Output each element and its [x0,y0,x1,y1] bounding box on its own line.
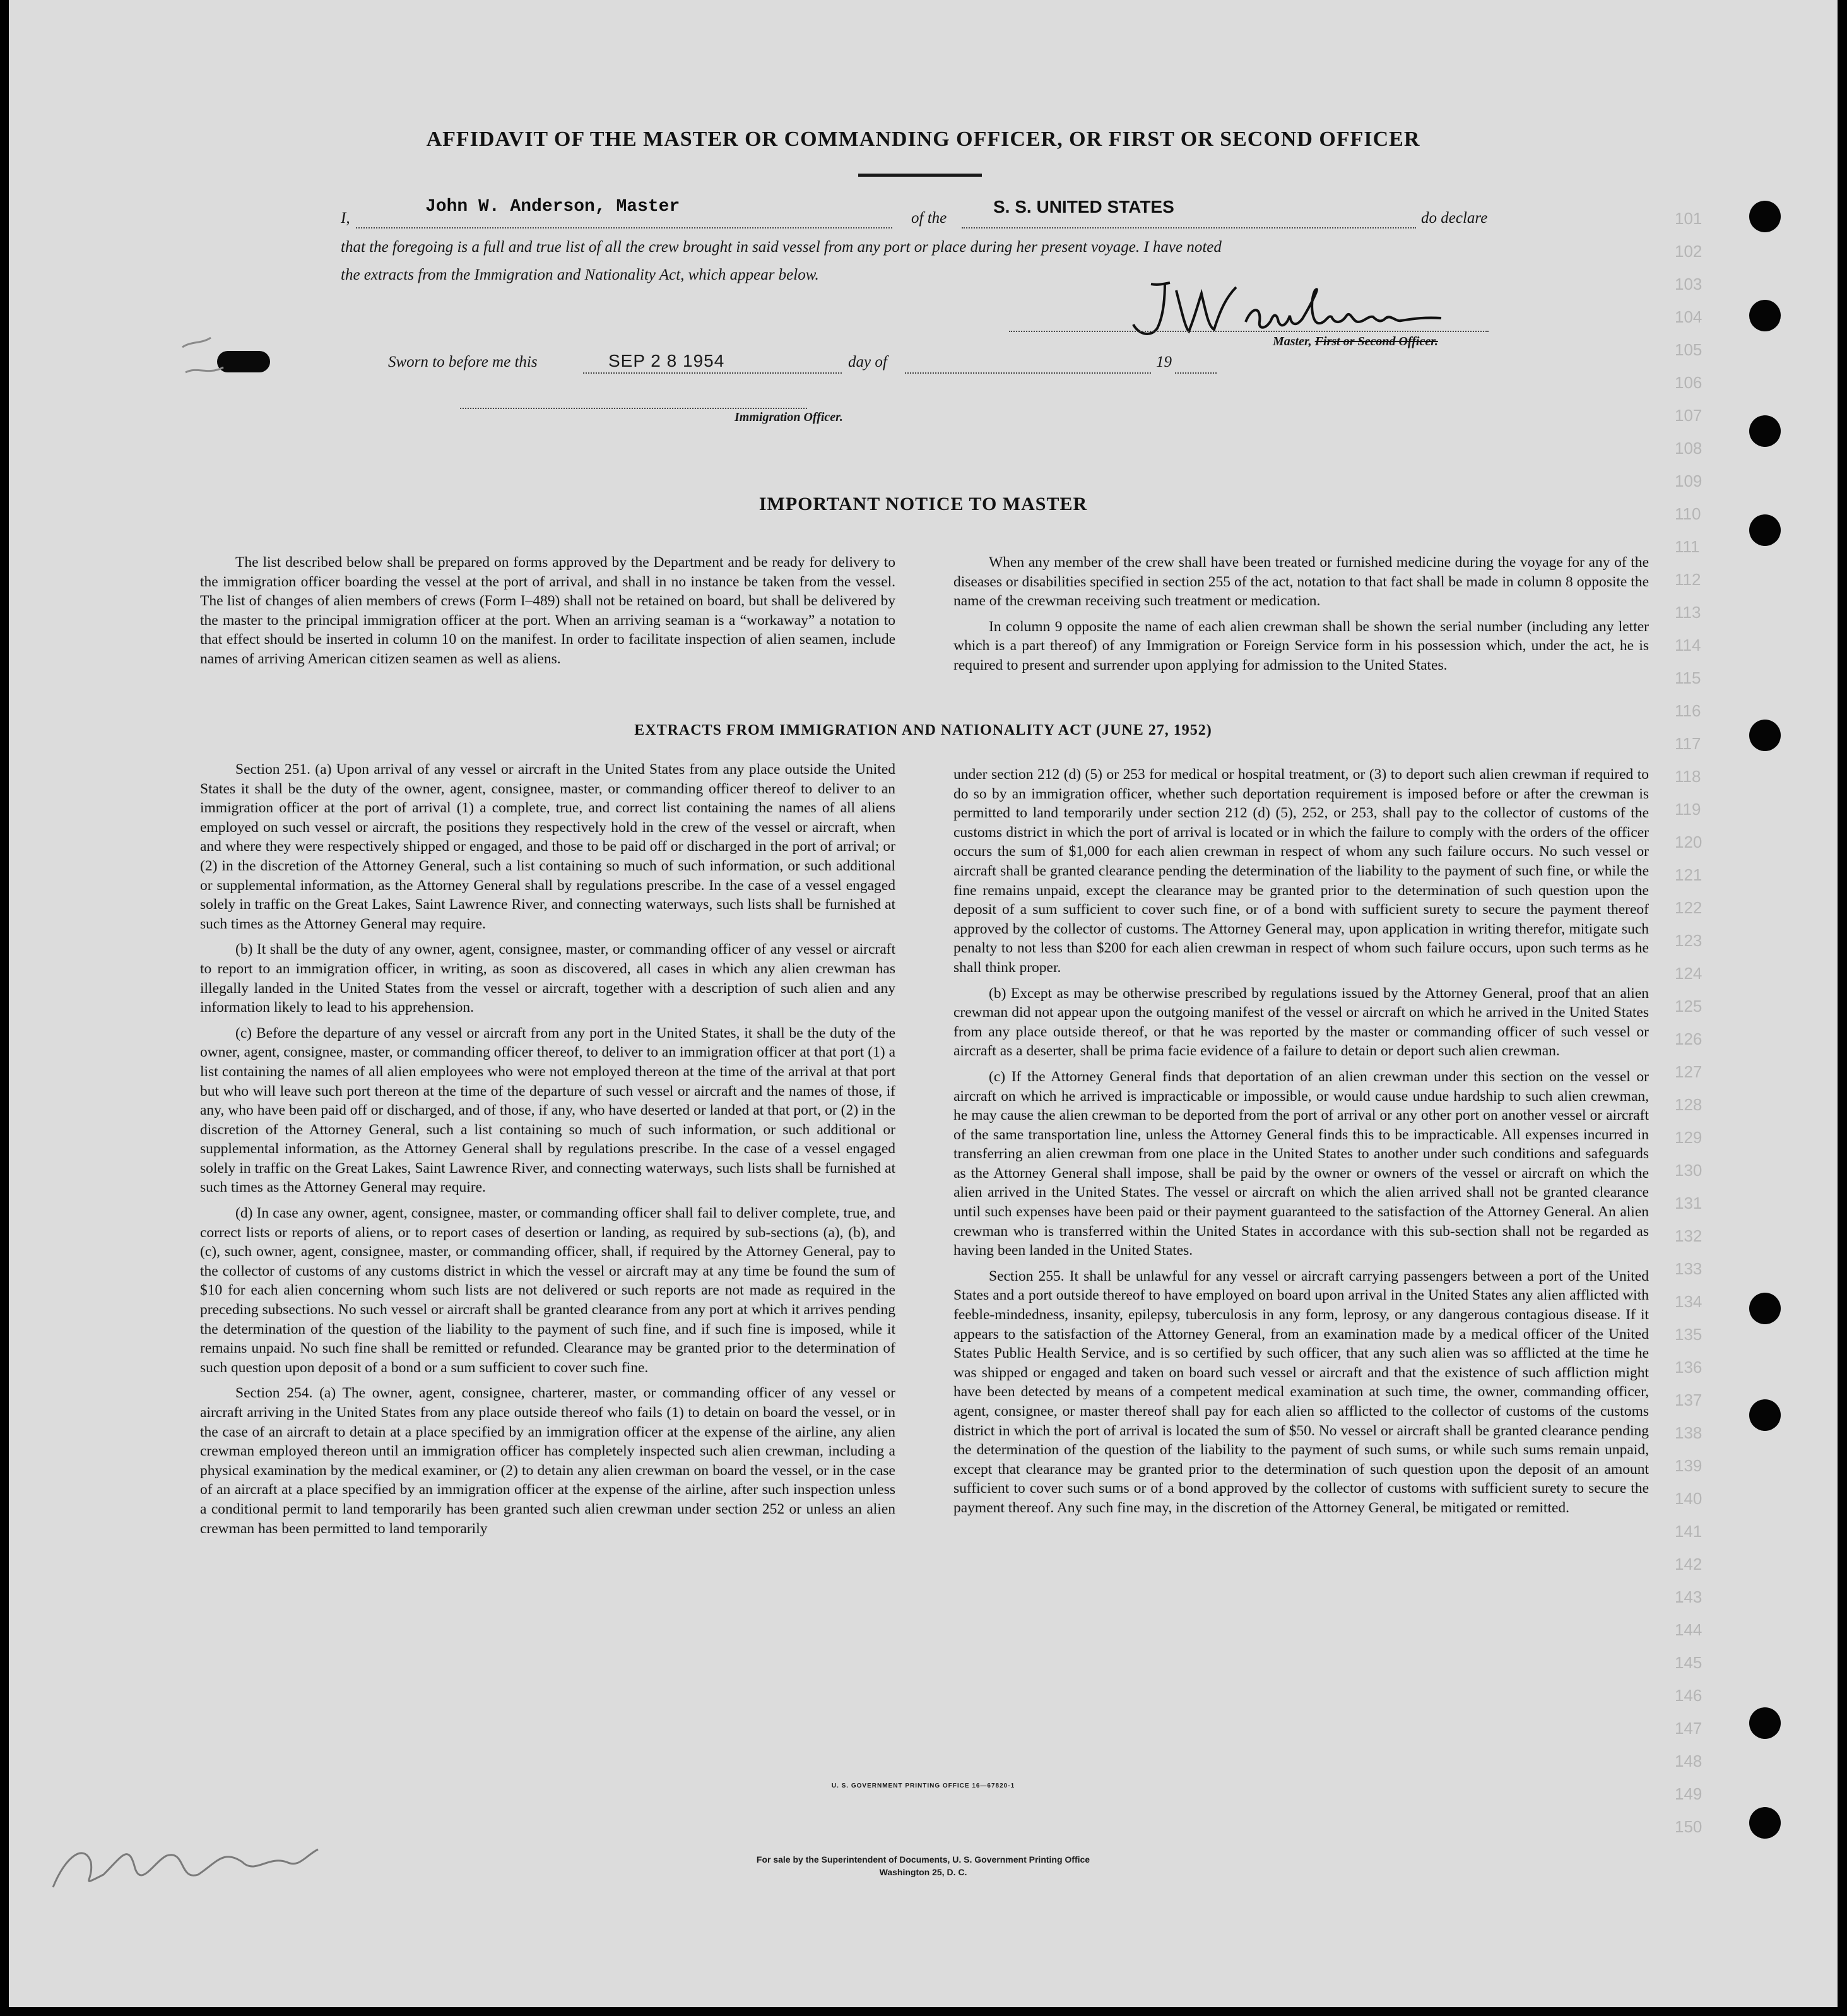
name-line [356,226,892,228]
extract-section-254a-continued: under section 212 (d) (5) or 253 for medical or hospital treatment, or (3) to deport such alien crewman if required to do so by an immigration officer, whether such deportation requirement is imposed before or after the crewman is permitted to land temporarily under section 212 (d) (5), 252, or 253, shall pay to the collector of customs of the customs district in which the port of arrival is located or in which the failure to comply with the orders of the officer occurs the sum of $1,000 for each alien crewman in respect of whom any such failure occurs. No such vessel or aircraft shall be granted clearance pending the determination of the liability to the payment of such fine, or while the fine remains unpaid, except the clearance may be granted prior to the determination of such question upon the deposit of a sum sufficient to cover such fine, or of a bond with sufficient surety to secure the payment thereof approved by the collector of customs. The Attorney General may, upon application in writing therefor, mitigate such penalty to not less than $200 for each alien crewman in respect of whom such failure occurs, upon such terms as he shall think proper. [953,766,1649,976]
punch-hole [1749,415,1781,447]
printer-imprint: U. S. GOVERNMENT PRINTING OFFICE 16—67820-1 [831,1782,1015,1789]
sale-notice-line-2: Washington 25, D. C. [879,1867,967,1877]
punch-hole [1749,300,1781,331]
day-of-label: day of [848,353,887,371]
punch-hole [1749,1707,1781,1739]
notice-title: IMPORTANT NOTICE TO MASTER [758,494,1088,514]
month-line [905,371,1151,374]
extracts-left-column [200,760,895,1545]
extract-section-255: Section 255. It shall be unlawful for any vessel or aircraft carrying passengers between a port of the United States and a port outside thereof to have employed on board upon arrival in the United States any alien afflicted with feeble-mindedness, insanity, epilepsy, tuberculosis in any form, leprosy, or any dangerous contagious disease. If it appears to the satisfaction of the Attorney General, from an examination made by a medical officer of the United States Public Health Service, and is so certified by such officer, that any such alien was so afflicted at the time he was shipped or engaged and taken on board such vessel or aircraft and that the existence of such affliction might have been detected by means of a competent medical examination at such time, the owner, commanding officer, agent, consignee, or master thereof shall pay for each alien so afflicted to the collector of customs of the customs district in which the port of arrival is located the sum of $50. No vessel or aircraft shall be granted clearance pending the determination of the question of the liability to the payment of such sums, or while such sums remain unpaid, except that clearance may be granted prior to the determination of such question upon the deposit of an amount sufficient to cover such sums or of a bond approved by the collector of customs with sufficient surety to secure the payment thereof. Any such fine may, in the discretion of the Attorney General, be mitigated or remitted. [953,1267,1649,1516]
extracts-right-column [953,765,1649,1524]
statement-line-1: that the foregoing is a full and true list of all the crew brought in said vessel from any port or place during her present voyage. I have noted [341,239,1222,256]
notice-right-paragraph-1: When any member of the crew shall have been treated or furnished medicine during the voyage for any of the diseases or disabilities specified in section 255 of the act, notation to that fact shall be made in column 8 opposite the name of the crewman receiving such treatment or medication. [953,554,1649,610]
officer-label: Immigration Officer. [735,410,843,424]
notice-left-paragraph: The list described below shall be prepared on forms approved by the Department and be ready for delivery to the immigration officer boarding the vessel at the port of arrival, and shall in no instance be taken from the vessel. The list of changes of alien members of crews (Form I–489) shall not be retained on board, but shall be delivered by the master to the principal immigration officer at the port. When an arriving seaman is a “workaway” a notation to that effect should be inserted in column 10 on the manifest. In order to facilitate inspection of alien seamen, include names of arriving American citizen seamen as well as aliens. [200,554,895,667]
punch-hole [1749,1399,1781,1431]
extract-section-251b: (b) It shall be the duty of any owner, agent, consignee, master, or commanding officer of any vessel or aircraft to report to an immigration officer, in writing, as soon as discovered, all cases in which any alien crewman has illegally landed in the United States from the vessel or aircraft, together with a description of such alien and any information likely to lead to his apprehension. [200,941,895,1016]
margin-scribble [34,1818,324,1906]
signer-title-struck: First or Second Officer. [1314,335,1438,348]
extract-section-254a: Section 254. (a) The owner, agent, consignee, charterer, master, or commanding officer of any vessel or aircraft arriving in the United States from any place outside thereof who fails (1) to detain on board the vessel, or in the case of an aircraft to detain at a place specified by an immigration officer at the expense of the airline, any alien crewman employed thereon until an immigration officer has completely inspected such alien crewman, including a physical examination by the medical examiner, or (2) to detain any alien crewman on board the vessel, or in the case of an aircraft at a place specified by an immigration officer at the expense of the airline, after such inspection unless a conditional permit to land temporarily has been granted such alien crewman under section 252 or unless an alien crewman has been permitted to land temporarily [200,1385,895,1537]
extracts-title: EXTRACTS FROM IMMIGRATION AND NATIONALITY ACT (JUNE 27, 1952) [634,722,1212,738]
title-rule [858,174,982,177]
officer-line [460,406,807,409]
statement-line-2: the extracts from the Immigration and Nationality Act, which appear below. [341,266,819,283]
bleed-through-text: 101 102 103 104 105 106 107 108 109 110 111 112 113 114 115 116 117 118 119 120 121 122 123 124 125 126 127 128 129 130 131 132 133 134 135 136 137 138 139 140 141 142 143 144 145 146 147 148 149 150 [1675,209,1702,1836]
signer-title-master: Master, [1273,335,1312,348]
punch-hole [1749,1807,1781,1839]
year-line [1175,371,1217,374]
sale-notice-line-1: For sale by the Superintendent of Documents, U. S. Government Printing Office [756,1854,1090,1865]
of-the-label: of the [911,210,947,227]
margin-pencil-marks [179,328,255,391]
signature-line [1009,329,1489,332]
punch-hole [1749,201,1781,232]
punch-hole [1749,1293,1781,1324]
year-prefix: 19 [1156,353,1172,371]
affidavit-page [9,0,1838,2007]
extract-section-251d: (d) In case any owner, agent, consignee, master, or commanding officer shall fail to deliver complete, true, and correct lists or reports of aliens, or to report cases of desertion or landing, as required by sub-sections (a), (b), and (c), such owner, agent, consignee, master, or commanding officer, shall, if required by the Attorney General, pay to the collector of customs of any customs district in which the vessel or aircraft may at any time be found the sum of $10 for each alien concerning whom such lists are not delivered or such reports are not made as required in the preceding subsections. No such vessel or aircraft shall be granted clearance from any port at which it arrives pending the determination of the question of the liability to the payment of such fine, and if such fine is imposed, while it remains unpaid. No such fine shall be remitted or refunded. Clearance may be granted prior to the determination of such question upon deposit of a bond or a sum sufficient to cover such fine. [200,1205,895,1376]
affidavit-title: AFFIDAVIT OF THE MASTER OR COMMANDING OFFICER, OR FIRST OR SECOND OFFICER [426,127,1420,151]
sworn-label: Sworn to before me this [388,353,538,371]
notice-right-paragraph-2: In column 9 opposite the name of each alien crewman shall be shown the serial number (including any letter which is a part thereof) of any Immigration or Foreign Service form in his possession which, under the act, he is required to present and surrender upon applying for admission to the United States. [953,618,1649,673]
extract-section-254c: (c) If the Attorney General finds that deportation of an alien crewman under this section on the vessel or aircraft on which he arrived is impracticable or impossible, or would cause undue hardship to such alien crewman, he may cause the alien crewman to be deported from the port of arrival or any other port on another vessel or aircraft of the same transportation line, unless the Attorney General finds this to be impracticable. All expenses incurred in transferring an alien crewman from one place in the United States to another under such conditions and safeguards as the Attorney General shall impose, shall be paid by the owner or owners of the vessel or aircraft on which the alien arrived in the United States. The vessel or aircraft on which the alien arrived shall not be granted clearance until such expenses have been paid or their payment guaranteed to the satisfaction of the Attorney General. An alien crewman who is transferred within the United States in accordance with this sub-section shall not be regarded as having been landed in the United States. [953,1068,1649,1259]
extract-section-251c: (c) Before the departure of any vessel or aircraft from any port in the United States, it shall be the duty of the owner, agent, consignee, master, or commanding officer thereof, to deliver to an immigration officer at that port (1) a list containing the names of all alien employees who were not employed thereon at the time of the arrival at that port but who will leave such port thereon at the time of the departure of such vessel or aircraft and the names of those, if any, who have been paid off or discharged, and of those, if any, who have deserted or landed at that port, or (2) in the discretion of the Attorney General, such a list containing so much of such information, or such additional or supplemental information, as the Attorney General shall by regulations prescribe. In the case of a vessel engaged solely in traffic on the Great Lakes, Saint Lawrence River, and connecting waterways, such lists shall be furnished at such times as the Attorney General may require. [200,1024,895,1196]
extract-section-254b: (b) Except as may be otherwise prescribed by regulations issued by the Attorney General, proof that an alien crewman did not appear upon the outgoing manifest of the vessel or aircraft on which he arrived in the United States from any place outside thereof, or that he was reported by the master or commanding officer of such vessel or aircraft as a deserter, shall be prima facie evidence of a failure to detain or deport such alien crewman. [953,985,1649,1060]
extract-section-251a: Section 251. (a) Upon arrival of any vessel or aircraft in the United States from any place outside the United States it shall be the duty of the owner, agent, consignee, master, or commanding officer thereof to deliver to an immigration officer at the port of arrival (1) a complete, true, and correct list containing the names of all aliens employed on such vessel or aircraft, the positions they respectively hold in the crew of the vessel or aircraft, when and where they were respectively shipped or engaged, and those to be paid off or discharged in the port of arrival; or (2) in the discretion of the Attorney General, such a list containing so much of such information, or such additional or supplemental information, as the Attorney General shall by regulations prescribe. In the case of a vessel engaged solely in traffic on the Great Lakes, Saint Lawrence River, and connecting waterways, such lists shall be furnished at such times as the Attorney General may require. [200,761,895,932]
notice-left-column [200,553,895,675]
sworn-date-stamp: SEP 2 8 1954 [608,351,725,371]
i-label: I, [341,210,350,227]
vessel-line [962,226,1416,228]
master-name: John W. Anderson, Master [425,197,680,216]
vessel-name: S. S. UNITED STATES [993,197,1174,216]
notice-right-column [953,553,1649,682]
do-declare-label: do declare [1421,210,1488,227]
sworn-date-line [583,371,842,374]
punch-hole [1749,514,1781,546]
signer-title [1273,335,1438,349]
